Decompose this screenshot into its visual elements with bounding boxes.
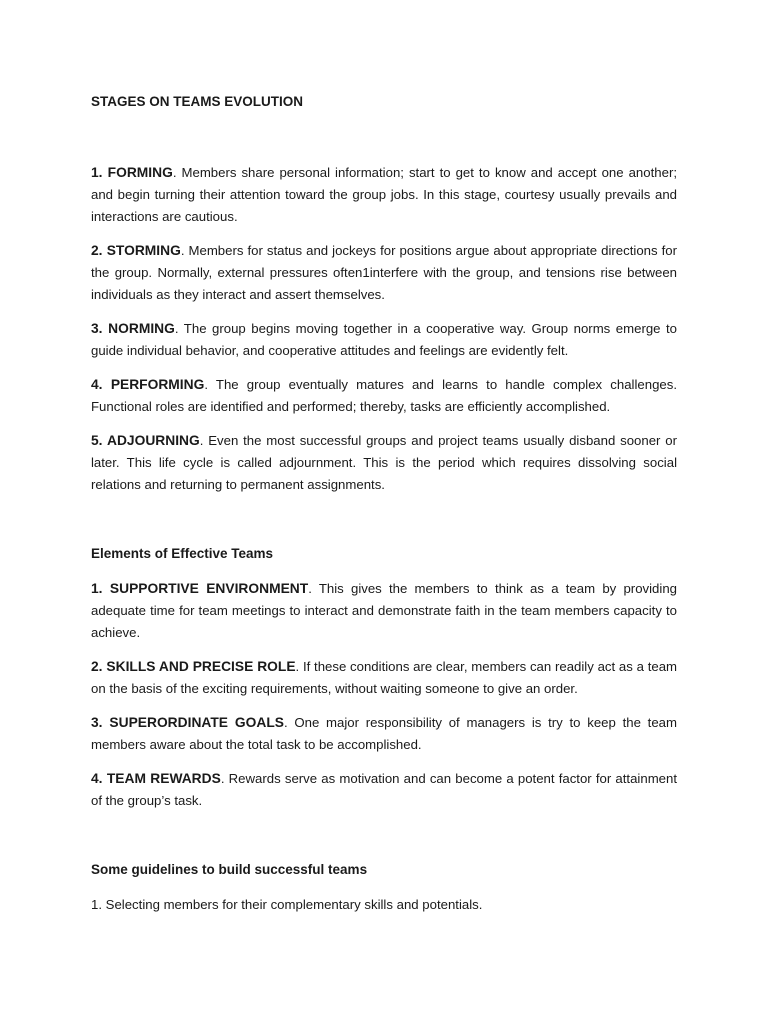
stage-paragraph-storming bbox=[91, 240, 677, 306]
element-term: 3. SUPERORDINATE GOALS bbox=[91, 715, 284, 730]
stages-list bbox=[91, 162, 677, 496]
element-description: . If these conditions are clear, members can readily act as a team on the basis of the exciting requirements, without waiting someone to give an order. bbox=[91, 659, 678, 696]
element-paragraph-skills-and-precise-role bbox=[91, 656, 677, 700]
elements-heading: Elements of Effective Teams bbox=[91, 546, 274, 561]
stage-paragraph-forming bbox=[91, 162, 677, 228]
stage-term: 1. FORMING bbox=[91, 165, 173, 180]
elements-list bbox=[91, 578, 677, 812]
element-term: 4. TEAM REWARDS bbox=[91, 771, 221, 786]
stage-description: . Even the most successful groups and project teams usually disband sooner or later. This life cycle is called adjournment. This is the period which requires dissolving social relations and returning to permanent assignments. bbox=[91, 433, 677, 492]
element-paragraph-superordinate-goals bbox=[91, 712, 677, 756]
stage-term: 3. NORMING bbox=[91, 321, 175, 336]
element-description: . One major responsibility of managers is try to keep the team members aware about the total task to be accomplished. bbox=[91, 715, 677, 752]
stage-term: 5. ADJOURNING bbox=[91, 433, 200, 448]
stage-description: . Members for status and jockeys for positions argue about appropriate directions for the group. Normally, external pressures often1interfere with the group, and tensions rise between individuals as they interact and assert themselves. bbox=[91, 243, 678, 302]
stage-description: . The group eventually matures and learns to handle complex challenges. Functional roles are identified and performed; thereby, tasks are efficiently accomplished. bbox=[91, 377, 677, 414]
guidelines-heading: Some guidelines to build successful teams bbox=[91, 862, 368, 877]
document-title: STAGES ON TEAMS EVOLUTION bbox=[91, 94, 304, 109]
guideline-item: 1. Selecting members for their complementary skills and potentials. bbox=[91, 897, 483, 912]
stage-description: . The group begins moving together in a cooperative way. Group norms emerge to guide individual behavior, and cooperative attitudes and feelings are evidently felt. bbox=[91, 321, 678, 358]
element-paragraph-team-rewards bbox=[91, 768, 677, 812]
element-paragraph-supportive-environment bbox=[91, 578, 677, 644]
stage-term: 4. PERFORMING bbox=[91, 377, 205, 392]
stage-description: . Members share personal information; start to get to know and accept one another; and begin turning their attention toward the group jobs. In this stage, courtesy usually prevails and interactions are cautious. bbox=[91, 165, 677, 224]
stage-paragraph-performing bbox=[91, 374, 677, 418]
stage-paragraph-adjourning bbox=[91, 430, 677, 496]
element-term: 1. SUPPORTIVE ENVIRONMENT bbox=[91, 581, 309, 596]
stage-paragraph-norming bbox=[91, 318, 677, 362]
element-description: . Rewards serve as motivation and can become a potent factor for attainment of the group’s task. bbox=[91, 771, 678, 808]
element-term: 2. SKILLS AND PRECISE ROLE bbox=[91, 659, 296, 674]
guidelines-list bbox=[91, 894, 677, 916]
element-description: . This gives the members to think as a team by providing adequate time for team meetings to interact and demonstrate faith in the team members capacity to achieve. bbox=[91, 581, 677, 640]
stage-term: 2. STORMING bbox=[91, 243, 181, 258]
